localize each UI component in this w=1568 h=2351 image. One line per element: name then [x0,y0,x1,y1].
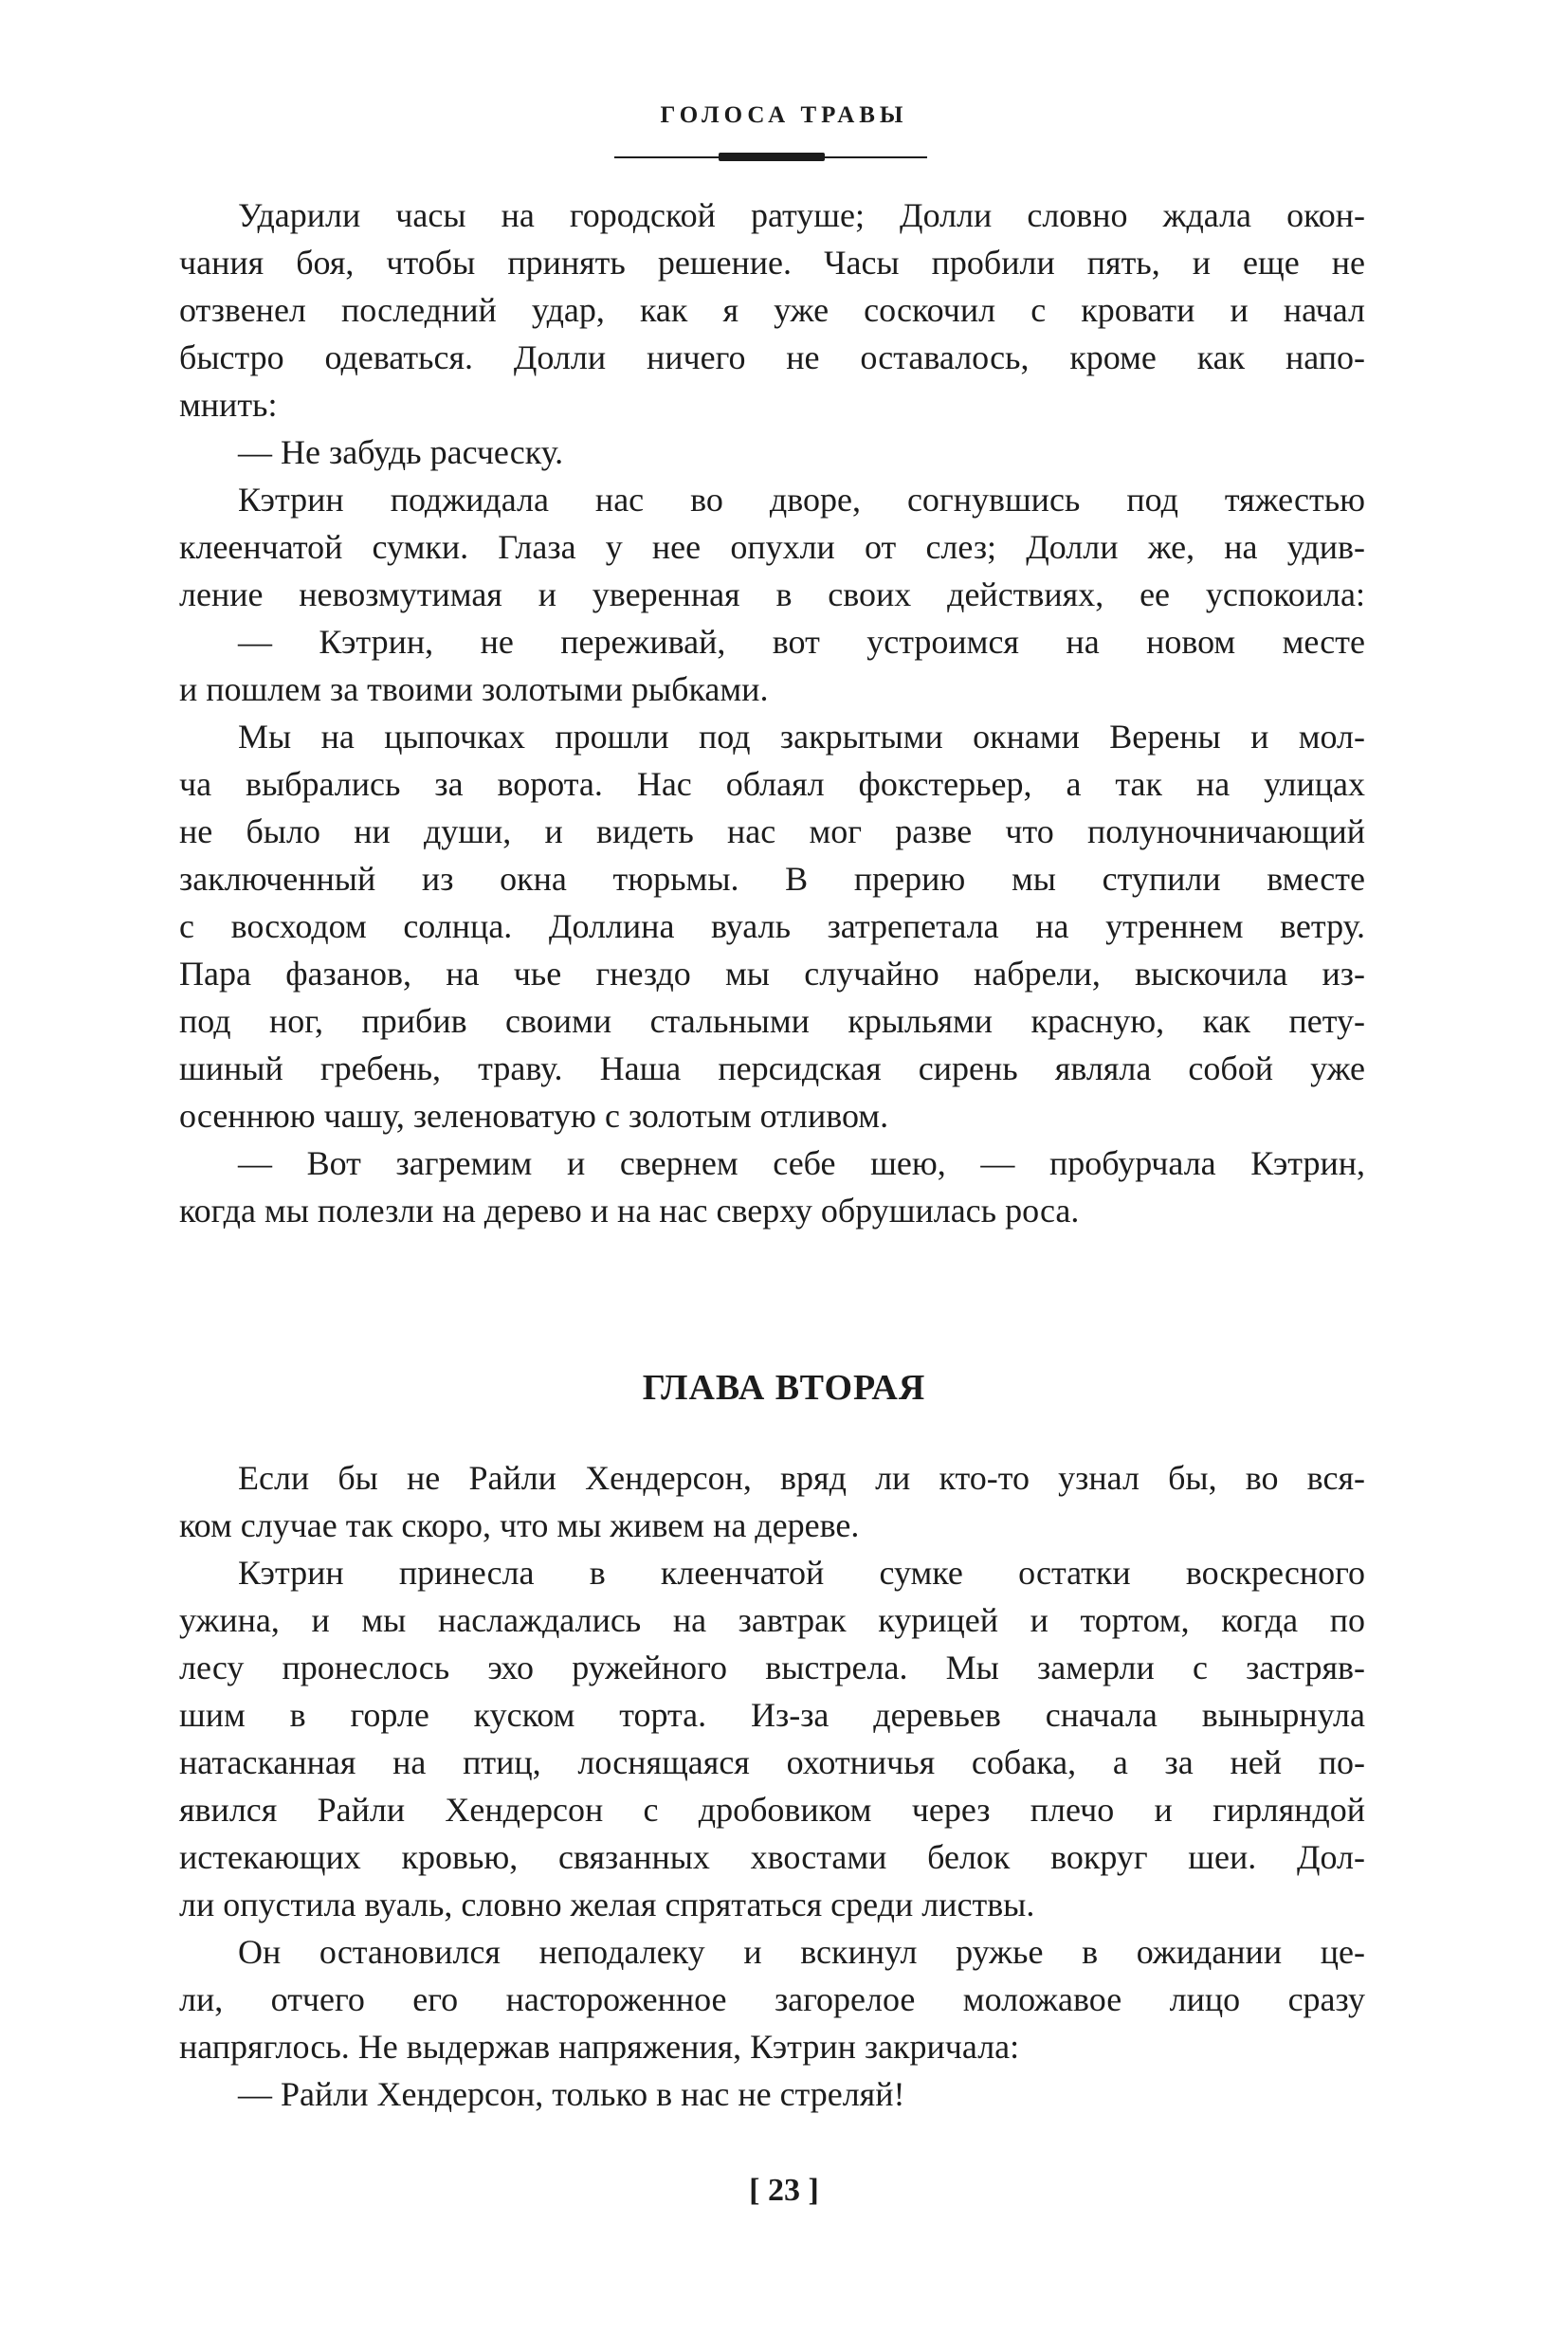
text-line: когда мы полезли на дерево и на нас сверху обрушилась роса. [179,1192,1080,1230]
text-line: чания боя, чтобы принять решение. Часы пробили пять, и еще не [179,244,1365,282]
page-number: [ 23 ] [749,2173,819,2208]
text-line: Кэтрин принесла в клеенчатой сумке остатки воскресного [238,1554,1365,1592]
text-line: отзвенел последний удар, как я уже соскочил с кровати и начал [179,291,1365,329]
text-line: Он остановился неподалеку и вскинул ружье в ожидании це- [238,1933,1365,1971]
chapter-title: ГЛАВА ВТОРАЯ [642,1368,926,1408]
text-line: под ног, прибив своими стальными крыльями красную, как пету- [179,1002,1365,1040]
header-rule-accent [719,153,825,161]
body-text-section-2 [179,1454,1365,2118]
text-line: быстро одеваться. Долли ничего не оставалось, кроме как напо- [179,338,1365,376]
text-line: клеенчатой сумки. Глаза у нее опухли от слез; Долли же, на удив- [179,528,1365,566]
text-line: натасканная на птиц, лоснящаяся охотничья собака, а за ней по- [179,1743,1365,1781]
text-line: ли, отчего его настороженное загорелое моложавое лицо сразу [179,1980,1365,2018]
text-line: ление невозмутимая и уверенная в своих действиях, ее успокоила: [179,575,1365,613]
text-line: лесу пронеслось эхо ружейного выстрела. Мы замерли с застряв- [179,1649,1365,1686]
text-line: — Вот загремим и свернем себе шею, — пробурчала Кэтрин, [238,1144,1365,1182]
text-line: Пара фазанов, на чье гнездо мы случайно набрели, выскочила из- [179,955,1365,993]
text-line: шиный гребень, траву. Наша персидская сирень являла собой уже [179,1049,1365,1087]
text-line: Ударили часы на городской ратуше; Долли словно ждала окон- [238,196,1365,234]
text-line: ужина, и мы наслаждались на завтрак курицей и тортом, когда по [179,1601,1365,1639]
text-line: ком случае так скоро, что мы живем на дереве. [179,1506,860,1544]
text-line: шим в горле куском торта. Из-за деревьев сначала вынырнула [179,1696,1365,1734]
text-line: явился Райли Хендерсон с дробовиком через плечо и гирляндой [179,1791,1365,1829]
text-line: напряглось. Не выдержав напряжения, Кэтрин закричала: [179,2028,1020,2066]
text-line: — Кэтрин, не переживай, вот устроимся на новом месте [238,623,1365,661]
text-line: Кэтрин поджидала нас во дворе, согнувшись под тяжестью [238,481,1365,519]
text-line: истекающих кровью, связанных хвостами белок вокруг шеи. Дол- [179,1838,1365,1876]
text-line: не было ни души, и видеть нас мог разве что полуночничающий [179,812,1365,850]
text-line: ча выбрались за ворота. Нас облаял фокстерьер, а так на улицах [179,765,1365,803]
text-line: Если бы не Райли Хендерсон, вряд ли кто-то узнал бы, во вся- [238,1459,1365,1497]
text-line: осеннюю чашу, зеленоватую с золотым отливом. [179,1097,889,1135]
text-line: Мы на цыпочках прошли под закрытыми окнами Верены и мол- [238,718,1365,756]
text-line: — Не забудь расческу. [238,433,564,471]
text-line: мнить: [179,386,278,424]
body-text-section-1 [179,191,1365,1234]
text-line: — Райли Хендерсон, только в нас не стреляй! [238,2075,905,2113]
text-line: заключенный из окна тюрьмы. В прерию мы ступили вместе [179,860,1365,898]
running-head: ГОЛОСА ТРАВЫ [660,102,908,128]
text-line: с восходом солнца. Доллина вуаль затрепетала на утреннем ветру. [179,907,1365,945]
text-line: и пошлем за твоими золотыми рыбками. [179,670,769,708]
text-line: ли опустила вуаль, словно желая спрятаться среди листвы. [179,1886,1035,1923]
